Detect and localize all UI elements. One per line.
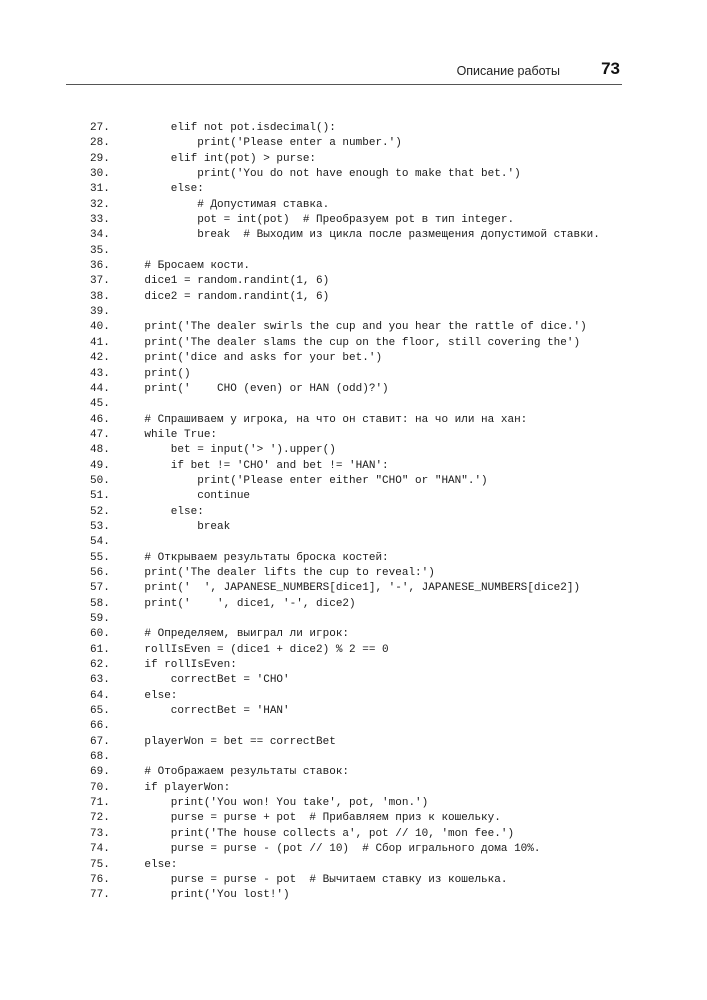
code-text: # Спрашиваем у игрока, на что он ставит: на чо или на хан: (118, 413, 528, 426)
line-number: 44. (90, 382, 110, 395)
line-number: 73. (90, 827, 110, 840)
code-line (90, 121, 650, 136)
code-line (90, 551, 650, 566)
code-line (90, 136, 650, 151)
line-number: 53. (90, 520, 110, 533)
code-line (90, 689, 650, 704)
line-number: 69. (90, 766, 110, 779)
code-text: break # Выходим из цикла после размещения допустимой ставки. (118, 229, 600, 242)
code-text: elif not pot.isdecimal(): (118, 122, 336, 134)
code-text: purse = purse - pot # Вычитаем ставку из кошелька. (118, 873, 508, 886)
code-line (90, 198, 650, 213)
line-number: 55. (90, 551, 110, 564)
code-text: print(' ', dice1, '-', dice2) (118, 597, 356, 610)
line-number: 61. (90, 643, 110, 656)
code-text: print('dice and asks for your bet.') (118, 352, 383, 365)
line-number: 33. (90, 214, 110, 227)
code-line (90, 658, 650, 673)
code-text: print('The dealer slams the cup on the floor, still covering the') (118, 336, 581, 349)
code-text: else: (118, 183, 204, 196)
code-line (90, 152, 650, 167)
code-text: while True: (118, 428, 218, 441)
code-line (90, 428, 650, 443)
code-line (90, 750, 650, 765)
code-line (90, 182, 650, 197)
code-line (90, 290, 650, 305)
code-line (90, 612, 650, 627)
code-line (90, 213, 650, 228)
line-number: 58. (90, 597, 110, 610)
line-number: 65. (90, 705, 110, 718)
code-line (90, 274, 650, 289)
code-text: correctBet = 'HAN' (118, 705, 290, 718)
line-number: 56. (90, 566, 110, 579)
code-line (90, 873, 650, 888)
code-line (90, 811, 650, 826)
code-text: print(' ', JAPANESE_NUMBERS[dice1], '-', JAPANESE_NUMBERS[dice2]) (118, 582, 581, 595)
code-line (90, 597, 650, 612)
code-line (90, 627, 650, 642)
code-line (90, 566, 650, 581)
code-text: else: (118, 689, 178, 702)
line-number: 31. (90, 183, 110, 196)
line-number: 40. (90, 321, 110, 334)
code-text: if bet != 'CHO' and bet != 'HAN': (118, 459, 389, 472)
code-line (90, 888, 650, 903)
code-line (90, 336, 650, 351)
code-text: continue (118, 490, 251, 503)
code-text: break (118, 520, 231, 533)
code-line (90, 382, 650, 397)
line-number: 51. (90, 490, 110, 503)
code-text: purse = purse - (pot // 10) # Сбор игрального дома 10%. (118, 843, 541, 856)
code-line (90, 244, 650, 259)
line-number: 42. (90, 352, 110, 365)
code-text: print('You won! You take', pot, 'mon.') (118, 797, 429, 810)
code-line (90, 489, 650, 504)
line-number: 72. (90, 812, 110, 825)
code-line (90, 443, 650, 458)
line-number: 75. (90, 858, 110, 871)
code-text: # Допустимая ставка. (118, 198, 330, 211)
code-text: print(' CHO (even) or HAN (odd)?') (118, 382, 389, 395)
line-number: 37. (90, 275, 110, 288)
line-number: 70. (90, 781, 110, 794)
line-number: 50. (90, 474, 110, 487)
line-number: 28. (90, 137, 110, 150)
line-number: 62. (90, 659, 110, 672)
code-line (90, 259, 650, 274)
code-line (90, 305, 650, 320)
code-text: if playerWon: (118, 781, 231, 794)
code-text: # Отображаем результаты ставок: (118, 766, 350, 779)
line-number: 45. (90, 398, 110, 411)
code-line (90, 842, 650, 857)
code-text: print() (118, 367, 191, 380)
code-line (90, 765, 650, 780)
line-number: 43. (90, 367, 110, 380)
line-number: 29. (90, 152, 110, 165)
code-text: print('The dealer lifts the cup to reveal:') (118, 566, 435, 579)
line-number: 47. (90, 428, 110, 441)
line-number: 77. (90, 889, 110, 902)
code-text: # Определяем, выиграл ли игрок: (118, 628, 350, 641)
line-number: 38. (90, 290, 110, 303)
line-number: 35. (90, 244, 110, 257)
line-number: 54. (90, 536, 110, 549)
line-number: 27. (90, 122, 110, 134)
line-number: 36. (90, 260, 110, 273)
code-line (90, 704, 650, 719)
code-text: print('The house collects a', pot // 10, 'mon fee.') (118, 827, 515, 840)
line-number: 74. (90, 843, 110, 856)
running-title: Описание работы (456, 64, 560, 78)
line-number: 57. (90, 582, 110, 595)
code-line (90, 535, 650, 550)
code-line (90, 167, 650, 182)
code-line (90, 320, 650, 335)
code-text: dice1 = random.randint(1, 6) (118, 275, 330, 288)
line-number: 39. (90, 306, 110, 319)
line-number: 76. (90, 873, 110, 886)
line-number: 46. (90, 413, 110, 426)
code-line (90, 228, 650, 243)
code-text: correctBet = 'CHO' (118, 674, 290, 687)
code-line (90, 520, 650, 535)
line-number: 34. (90, 229, 110, 242)
code-line (90, 719, 650, 734)
code-text: dice2 = random.randint(1, 6) (118, 290, 330, 303)
line-number: 64. (90, 689, 110, 702)
line-number: 41. (90, 336, 110, 349)
code-text: bet = input('> ').upper() (118, 444, 336, 457)
code-text: # Бросаем кости. (118, 260, 251, 273)
line-number: 30. (90, 168, 110, 181)
code-line (90, 397, 650, 412)
code-line (90, 643, 650, 658)
code-text: print('You lost!') (118, 889, 290, 902)
line-number: 32. (90, 198, 110, 211)
code-text: else: (118, 505, 204, 518)
code-line (90, 474, 650, 489)
code-text: print('You do not have enough to make that bet.') (118, 168, 521, 181)
code-line (90, 413, 650, 428)
code-line (90, 581, 650, 596)
code-text: rollIsEven = (dice1 + dice2) % 2 == 0 (118, 643, 389, 656)
line-number: 60. (90, 628, 110, 641)
code-line (90, 796, 650, 811)
line-number: 63. (90, 674, 110, 687)
line-number: 67. (90, 735, 110, 748)
code-line (90, 367, 650, 382)
code-text: print('Please enter a number.') (118, 137, 402, 150)
page-header (66, 56, 622, 85)
code-line (90, 827, 650, 842)
code-text: purse = purse + pot # Прибавляем приз к кошельку. (118, 812, 501, 825)
code-line (90, 735, 650, 750)
code-text: if rollIsEven: (118, 659, 237, 672)
code-text: else: (118, 858, 178, 871)
line-number: 66. (90, 720, 110, 733)
code-line (90, 781, 650, 796)
line-number: 71. (90, 797, 110, 810)
code-text: playerWon = bet == correctBet (118, 735, 336, 748)
line-number: 68. (90, 751, 110, 764)
code-listing (90, 121, 650, 904)
code-text: pot = int(pot) # Преобразуем pot в тип integer. (118, 214, 515, 227)
code-line (90, 351, 650, 366)
code-line (90, 673, 650, 688)
code-line (90, 858, 650, 873)
page-number: 73 (601, 59, 620, 78)
code-text: # Открываем результаты броска костей: (118, 551, 389, 564)
line-number: 59. (90, 613, 110, 625)
code-line (90, 505, 650, 520)
line-number: 52. (90, 505, 110, 518)
line-number: 48. (90, 444, 110, 457)
code-text: elif int(pot) > purse: (118, 152, 317, 165)
code-line (90, 459, 650, 474)
code-text: print('The dealer swirls the cup and you hear the rattle of dice.') (118, 321, 587, 334)
code-text: print('Please enter either "CHO" or "HAN".') (118, 474, 488, 487)
line-number: 49. (90, 459, 110, 472)
